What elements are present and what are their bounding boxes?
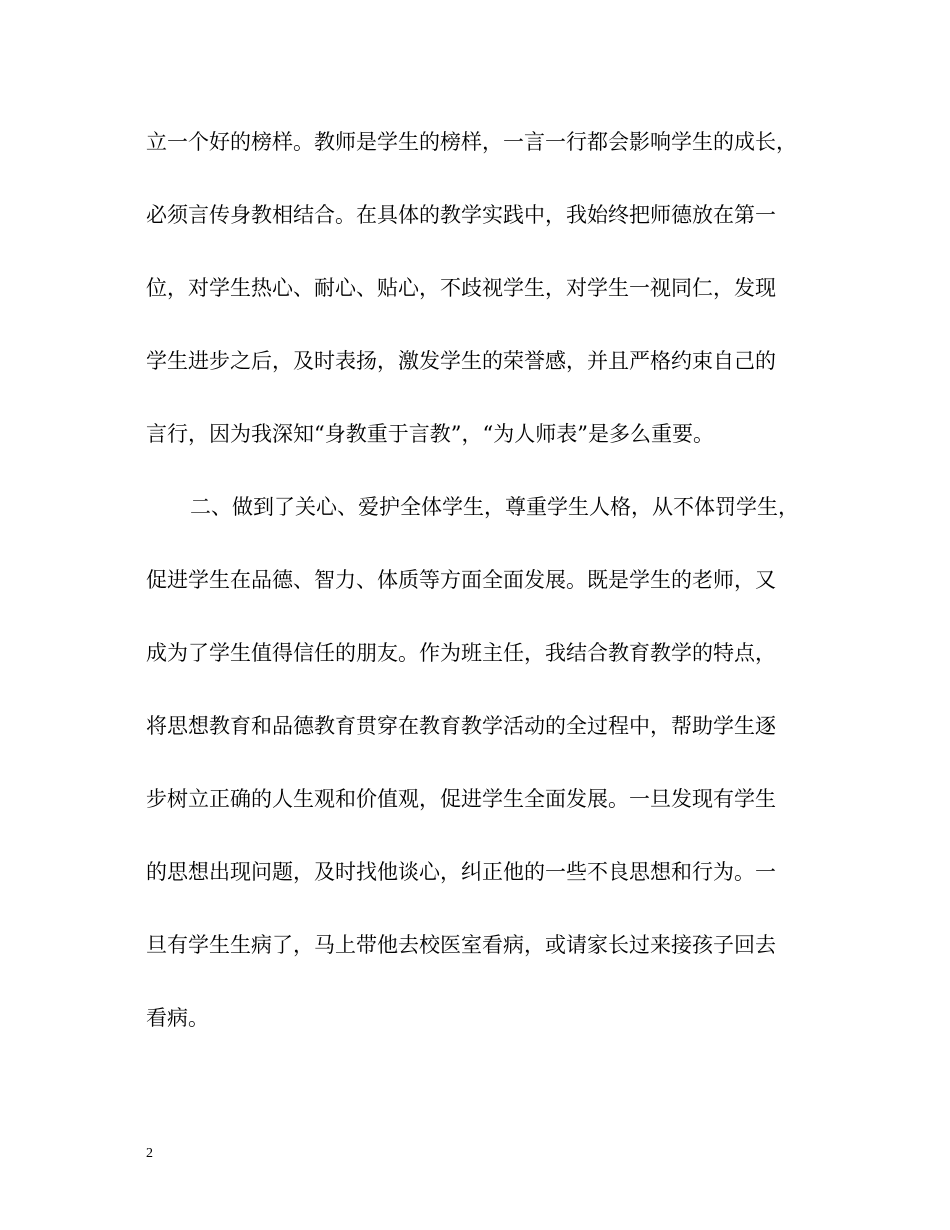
text-line: 位，对学生热心、耐心、贴心，不歧视学生，对学生一视同仁，发现 (146, 276, 776, 300)
text-line: 促进学生在品德、智力、体质等方面全面发展。既是学生的老师，又 (146, 568, 776, 592)
text-line: 将思想教育和品德教育贯穿在教育教学活动的全过程中，帮助学生逐 (146, 714, 776, 738)
document-body (146, 120, 806, 1069)
text-line: 言行，因为我深知“身教重于言教”，“为人师表”是多么重要。 (146, 422, 714, 446)
text-line: 步树立正确的人生观和价值观，促进学生全面发展。一旦发现有学生 (146, 787, 776, 811)
text-line: 成为了学生值得信任的朋友。作为班主任，我结合教育教学的特点， (146, 641, 776, 665)
text-line: 看病。 (146, 1006, 209, 1030)
text-line: 必须言传身教相结合。在具体的教学实践中，我始终把师德放在第一 (146, 203, 776, 227)
text-line: 立一个好的榜样。教师是学生的榜样，一言一行都会影响学生的成长， (146, 130, 797, 154)
paragraph-start-line: 二、做到了关心、爱护全体学生，尊重学生人格，从不体罚学生， (190, 495, 799, 519)
text-line: 学生进步之后，及时表扬，激发学生的荣誉感，并且严格约束自己的 (146, 349, 776, 373)
text-line: 旦有学生生病了，马上带他去校医室看病，或请家长过来接孩子回去 (146, 933, 776, 957)
page-number: 2 (146, 1146, 153, 1161)
text-line: 的思想出现问题，及时找他谈心，纠正他的一些不良思想和行为。一 (146, 860, 776, 884)
